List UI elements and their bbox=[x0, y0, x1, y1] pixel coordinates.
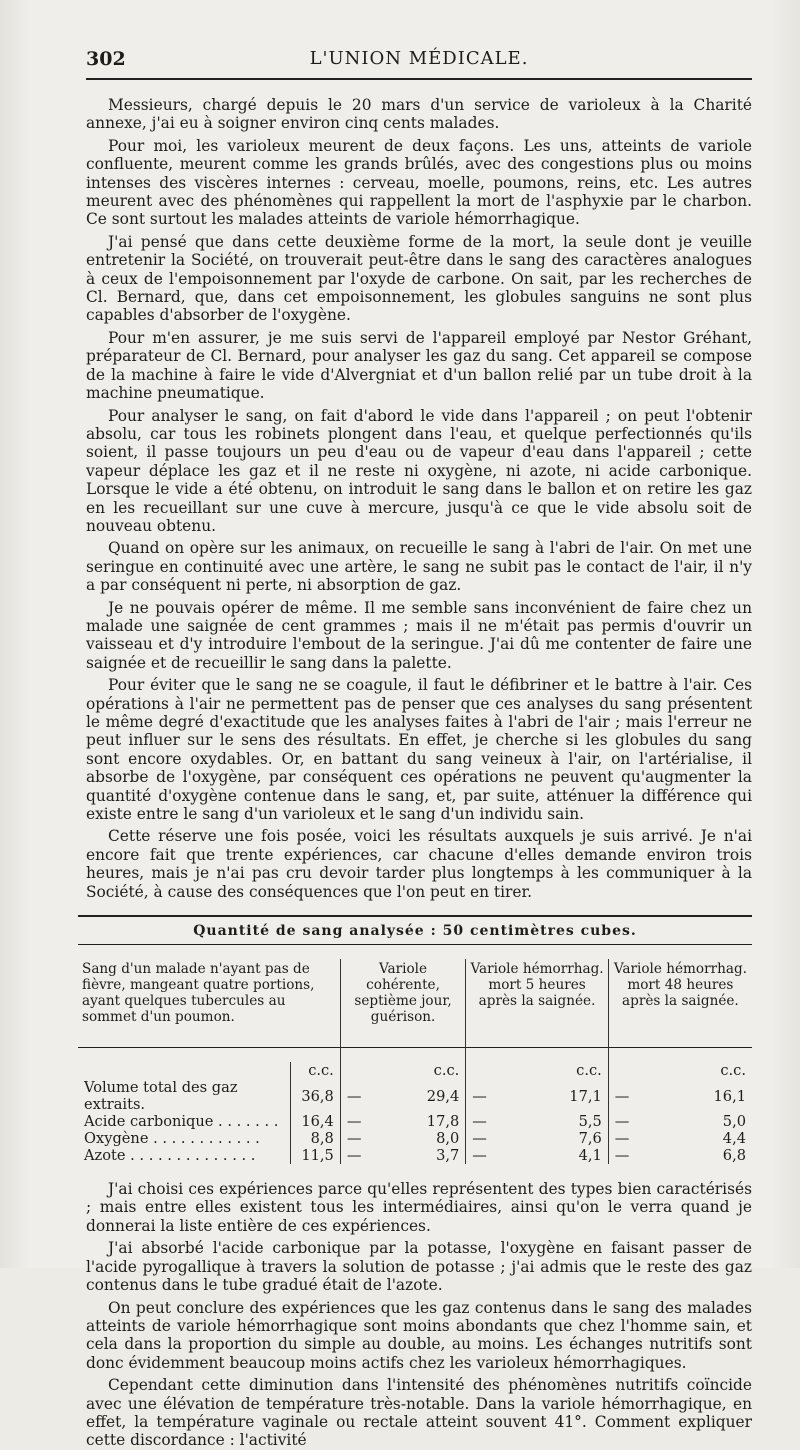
row-label: Volume total des gaz extraits. bbox=[78, 1079, 291, 1113]
cell-value: 11,5 bbox=[291, 1147, 341, 1164]
column-header-hemorrhagic-5h: Variole hémorrhag. mort 5 heures après la saignée. bbox=[466, 959, 609, 1048]
row-label: Azote . . . . . . . . . . . . . . bbox=[78, 1147, 291, 1164]
column-header-healthy: Sang d'un malade n'ayant pas de fièvre, mangeant quatre portions, ayant quelques tubercules au sommet d'un poumon. bbox=[78, 959, 340, 1048]
row-label: Oxygène . . . . . . . . . . . . bbox=[78, 1130, 291, 1147]
cell-value: 16,4 bbox=[291, 1113, 341, 1130]
paragraph: J'ai absorbé l'acide carbonique par la potasse, l'oxygène en faisant passer de l'acide pyrogallique à travers la solution de potasse ; j'ai admis que le reste des gaz contenus dans le tube gradué était de l'azote. bbox=[86, 1239, 752, 1295]
unit-label: c.c. bbox=[466, 1062, 609, 1079]
cell-value: 8,8 bbox=[291, 1130, 341, 1147]
cell-value: 36,8 bbox=[291, 1079, 341, 1113]
paragraph: Cependant cette diminution dans l'intensité des phénomènes nutritifs coïncide avec une élévation de température très-notable. Dans la variole hémorrhagique, en effet, la température vaginale ou rectale atteint souvent 41°. Comment expliquer cette discordance : l'activité bbox=[86, 1376, 752, 1450]
page-number: 302 bbox=[86, 48, 126, 70]
cell-value: 17,8 bbox=[426, 1113, 460, 1131]
dash: — bbox=[614, 1113, 630, 1131]
unit-label: c.c. bbox=[291, 1062, 341, 1079]
cell-value: 16,1 bbox=[713, 1087, 746, 1105]
paragraph: On peut conclure des expériences que les gaz contenus dans le sang des malades atteints de variole hémorrhagique sont moins abondants que chez l'homme sain, et cela dans la proportion du simple au double, au moins. Les échanges nutritifs sont donc évidemment beaucoup moins actifs chez les varioleux hémorrhagiques. bbox=[86, 1298, 752, 1372]
table-row bbox=[78, 1113, 752, 1130]
unit-label: c.c. bbox=[720, 1062, 746, 1080]
paragraph: Quand on opère sur les animaux, on recueille le sang à l'abri de l'air. On met une seringue en continuité avec une artère, le sang ne subit pas le contact de l'air, il n'y a par conséquent ni perte, ni absorption de gaz. bbox=[86, 539, 752, 595]
column-header-coherent: Variole cohérente, septième jour, guérison. bbox=[340, 959, 465, 1048]
article-body bbox=[86, 96, 752, 901]
paragraph: Pour éviter que le sang ne se coagule, il faut le défibriner et le battre à l'air. Ces opérations à l'air ne permettent pas de penser que ces analyses du sang présentent le même degré d'exactitude que les analyses faites à l'abri de l'air ; mais l'erreur ne peut influer sur le sens des résultats. En effet, je cherche si les globules du sang sont encore oxydables. Or, en battant du sang veineux à l'air, on l'artérialise, il absorbe de l'oxygène, par conséquent ces opérations ne peuvent qu'augmenter la quantité d'oxygène contenue dans le sang, et, par suite, atténuer la différence qui existe entre le sang d'un varioleux et le sang d'un individu sain. bbox=[86, 676, 752, 824]
cell-value: 8,0 bbox=[436, 1130, 460, 1148]
table-header-rule bbox=[78, 1048, 752, 1063]
table-title-rule bbox=[78, 944, 752, 945]
table-row bbox=[78, 1079, 752, 1113]
cell-value: 6,8 bbox=[722, 1147, 746, 1165]
cell-value: 5,0 bbox=[722, 1113, 746, 1131]
unit-label: c.c. bbox=[340, 1062, 465, 1079]
dash: — bbox=[472, 1087, 487, 1105]
table-row bbox=[78, 1147, 752, 1164]
dash: — bbox=[346, 1130, 362, 1148]
cell-value: 29,4 bbox=[426, 1087, 460, 1105]
dash: — bbox=[346, 1087, 362, 1105]
table-row bbox=[78, 1130, 752, 1147]
paragraph: J'ai pensé que dans cette deuxième forme de la mort, la seule dont je veuille entretenir la Société, on trouverait peut-être dans le sang des caractères analogues à ceux de l'empoisonnement par l'oxyde de carbone. On sait, par les recherches de Cl. Bernard, que, dans cet empoisonnement, les globules sanguins ne sont plus capables d'absorber de l'oxygène. bbox=[86, 232, 752, 325]
dash: — bbox=[614, 1087, 630, 1105]
cell-value: 7,6 bbox=[578, 1130, 602, 1148]
paragraph: Je ne pouvais opérer de même. Il me semble sans inconvénient de faire chez un malade une saignée de cent grammes ; mais il ne m'était pas permis d'ouvrir un vaisseau et d'y introduire l'embout de la seringue. J'ai dû me contenter de faire une saignée et de recueillir le sang dans la palette. bbox=[86, 598, 752, 672]
dash: — bbox=[472, 1147, 487, 1165]
paragraph: Cette réserve une fois posée, voici les résultats auxquels je suis arrivé. Je n'ai encore fait que trente expériences, car chacune d'elles demande environ trois heures, mais je n'ai pas cru devoir tarder plus longtemps à les communiquer à la Société, à cause des conséquences que l'on peut en tirer. bbox=[86, 827, 752, 901]
unit-row bbox=[78, 1062, 752, 1079]
cell-value: 5,5 bbox=[578, 1113, 602, 1131]
dash: — bbox=[472, 1130, 487, 1148]
paragraph: J'ai choisi ces expériences parce qu'elles représentent des types bien caractérisés ; mais entre elles existent tous les intermédiaires, ainsi qu'on le verra quand je donnerai la liste entière de ces expériences. bbox=[86, 1180, 752, 1235]
page-header bbox=[86, 44, 752, 84]
paragraph: Pour analyser le sang, on fait d'abord le vide dans l'appareil ; on peut l'obtenir absolu, car tous les robinets plongent dans l'eau, et quelque perfectionnés qu'ils soient, il passe toujours un peu d'eau ou de vapeur d'eau dans l'appareil ; cette vapeur déplace les gaz et il ne reste ni oxygène, ni azote, ni acide carbonique. Lorsque le vide a été obtenu, on introduit le sang dans le ballon et on retire les gaz en les recueillant sur une cuve à mercure, jusqu'à ce que le vide absolu soit de nouveau obtenu. bbox=[86, 406, 752, 535]
dash: — bbox=[614, 1130, 630, 1148]
dash: — bbox=[346, 1147, 362, 1165]
paragraph: Pour moi, les varioleux meurent de deux façons. Les uns, atteints de variole confluente, meurent comme les grands brûlés, avec des congestions plus ou moins intenses des viscères internes : cerveau, moelle, poumons, reins, etc. Les autres meurent avec des phénomènes qui rappellent la mort de l'asphyxie par le charbon. Ce sont surtout les malades atteints de variole hémorrhagique. bbox=[86, 136, 752, 229]
dash: — bbox=[614, 1147, 630, 1165]
table-title: Quantité de sang analysée : 50 centimètres cubes. bbox=[193, 923, 637, 940]
cell-value: 17,1 bbox=[569, 1087, 602, 1105]
dash: — bbox=[346, 1113, 362, 1131]
dash: — bbox=[472, 1113, 487, 1131]
row-label: Acide carbonique . . . . . . . bbox=[78, 1113, 291, 1130]
article-body-continued bbox=[86, 1180, 752, 1450]
journal-title: L'UNION MÉDICALE. bbox=[309, 48, 529, 69]
cell-value: 3,7 bbox=[436, 1147, 460, 1165]
header-rule bbox=[86, 78, 752, 80]
paragraph: Pour m'en assurer, je me suis servi de l'appareil employé par Nestor Gréhant, préparateur de Cl. Bernard, pour analyser les gaz du sang. Cet appareil se compose de la machine à faire le vide d'Alvergniat et d'un ballon relié par un tube droit à la machine pneumatique. bbox=[86, 328, 752, 403]
cell-value: 4,1 bbox=[578, 1147, 602, 1165]
results-table-block bbox=[78, 915, 752, 1164]
cell-value: 4,4 bbox=[722, 1130, 746, 1148]
paragraph: Messieurs, chargé depuis le 20 mars d'un service de varioleux à la Charité annexe, j'ai eu à soigner environ cinq cents malades. bbox=[86, 96, 752, 133]
column-header-hemorrhagic-48h: Variole hémorrhag. mort 48 heures après la saignée. bbox=[613, 961, 747, 1010]
results-table bbox=[78, 959, 752, 1164]
table-header-row bbox=[78, 959, 752, 1048]
